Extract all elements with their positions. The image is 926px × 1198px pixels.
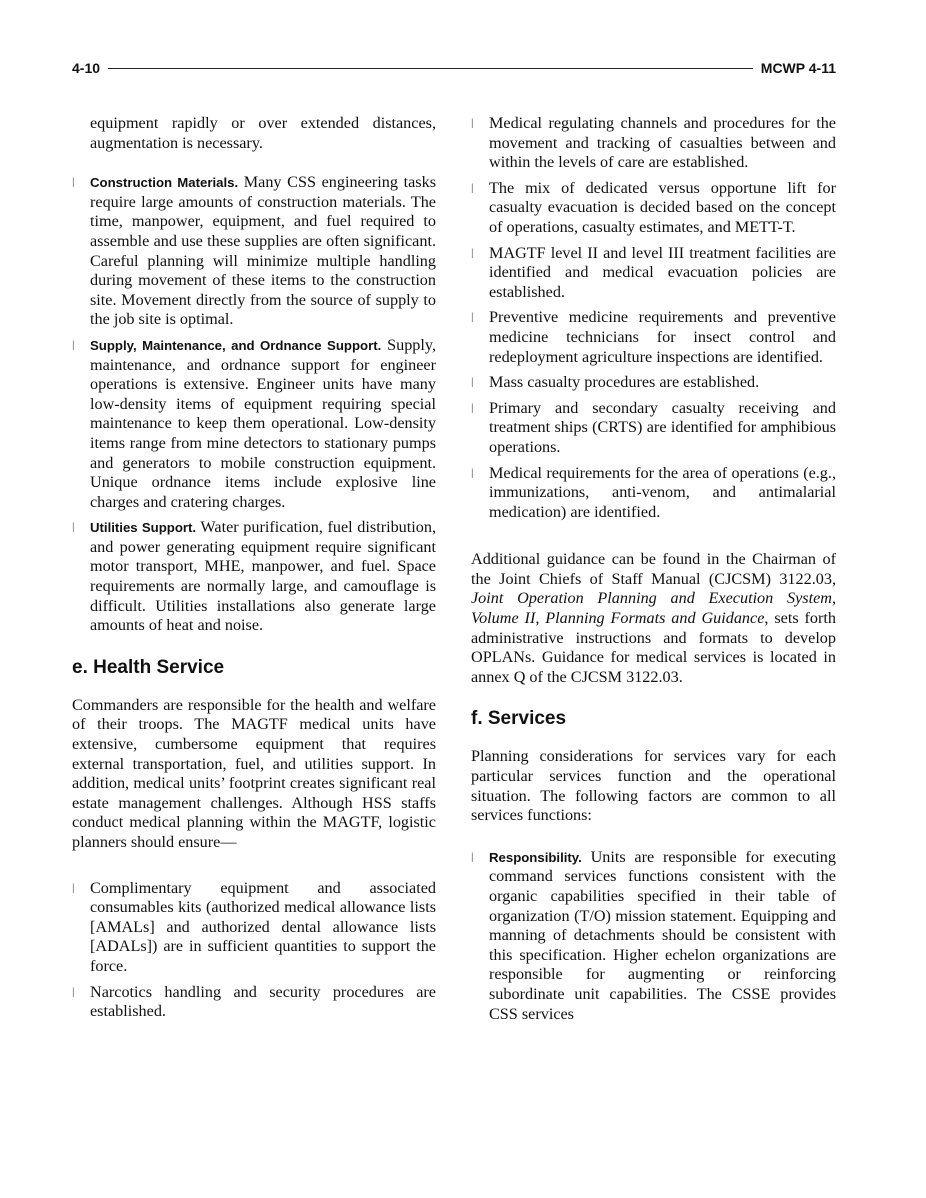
bullet-icon: | [471,118,474,129]
item-text: Mass casualty procedures are established. [489,373,760,392]
manual-title: Joint Operation Planning and Execution System, Volume II, Planning Formats and Guidance [471,589,836,628]
bullet-icon: | [471,851,474,863]
list-item [471,848,836,1024]
item-text: Complimentary equipment and associated consumables kits (authorized medical allowance lists [AMALs] and authorized dental allowance lists [ADALs]) are in sufficient quantities to support the force. [90,878,436,975]
list-item [471,464,836,523]
item-text: MAGTF level II and level III treatment facilities are identified and medical evacuation policies are established. [489,243,836,301]
item-text: Narcotics handling and security procedures are established. [90,982,436,1021]
guidance-text-post: , sets forth administrative instructions and formats to develop OPLANs. Guidance for medical services is located in annex Q of the CJCSM 3122.03. [471,609,836,686]
bullet-icon: | [72,986,75,998]
page-header [72,58,836,78]
list-item [72,983,436,1022]
bullet-icon: | [471,402,474,414]
item-text: Medical regulating channels and procedures for the movement and tracking of casualties between and within the levels of care are established. [489,114,836,172]
guidance-text-pre: Additional guidance can be found in the Chairman of the Joint Chiefs of Staff Manual (CJCSM) 3122.03, [471,550,836,588]
list-item [471,399,836,458]
item-text: Primary and secondary casualty receiving and treatment ships (CRTS) are identified for amphibious operations. [489,398,836,456]
bullet-icon: | [72,522,75,534]
item-text: The mix of dedicated versus opportune lift for casualty evacuation is decided based on the concept of operations, casualty estimates, and METT-T. [489,178,836,236]
item-lead: Utilities Support. [90,520,197,536]
list-item [72,518,436,636]
bullet-icon: | [72,882,75,894]
item-text: Units are responsible for executing command services functions consistent with the organic capabilities specified in their table of organization (T/O) mission statement. Equipping and manning of detachments should be consistent with this specification. Higher echelon organizations are responsible for augmenting or reinforcing subordinate unit capabilities. The CSSE provides CSS services [489,847,836,1023]
bullet-icon: | [72,177,75,189]
section-heading-services: f. Services [471,708,567,730]
bullet-icon: | [471,467,474,479]
item-text: Medical requirements for the area of operations (e.g., immunizations, anti-venom, and antimalarial medication) are identified. [489,463,836,521]
list-item [471,244,836,303]
list-item [471,373,836,393]
health-paragraph: Commanders are responsible for the health and welfare of their troops. The MAGTF medical units have extensive, cumbersome equipment that requires external transportation, fuel, and utilities support. In addition, medical units’ footprint creates significant real estate management challenges. Although HSS staffs conduct medical planning within the MAGTF, logistic planners should ensure— [72,695,436,851]
item-text: Water purification, fuel distribution, and power generating equipment require significant motor transport, MHE, manpower, and fuel. Space requirements are normally large, and camouflage is difficult. Utilities installations also generate large amounts of heat and noise. [90,518,436,635]
list-item [72,879,436,977]
continued-text: equipment rapidly or over extended distances, augmentation is necessary. [90,114,436,152]
item-lead: Responsibility. [489,849,582,865]
publication-id: MCWP 4-11 [760,60,836,76]
item-lead: Construction Materials. [90,175,239,191]
bullet-icon: | [471,312,474,324]
list-item [471,308,836,367]
bullet-icon: | [471,247,474,259]
section-heading-health-service: e. Health Service [72,656,225,678]
item-lead: Supply, Maintenance, and Ordnance Support. [90,337,382,353]
right-column [471,114,836,1030]
bullet-icon: | [72,339,75,351]
list-item [471,114,836,173]
bullet-icon: | [471,377,474,389]
item-text: Many CSS engineering tasks require large amounts of construction materials. The time, manpower, equipment, and fuel required to assemble and use these supplies are often significant. Careful planning will minimize multiple handling during movement of these items to the construction site. Movement directly from the source of supply to the job site is optimal. [90,173,436,329]
bullet-icon: | [471,182,474,194]
list-item [72,336,436,512]
header-rule [108,68,753,69]
services-paragraph: Planning considerations for services vary for each particular services function and the operational situation. The following factors are common to all services functions: [471,747,836,825]
page-number: 4-10 [72,60,101,76]
guidance-paragraph [471,550,836,687]
list-item [72,173,436,330]
left-column [72,114,436,1028]
item-text: Supply, maintenance, and ordnance support for engineer operations is extensive. Engineer units have many low-density items of equipment requiring special maintenance to keep them operational. Low-density items range from mine detectors to stationary pumps and generators to mobile construction equipment. Unique ordnance items include explosive line charges and cratering charges. [90,335,436,511]
list-item [471,179,836,238]
item-text: Preventive medicine requirements and preventive medicine technicians for insect control and redeployment agriculture inspections are identified. [489,308,836,366]
